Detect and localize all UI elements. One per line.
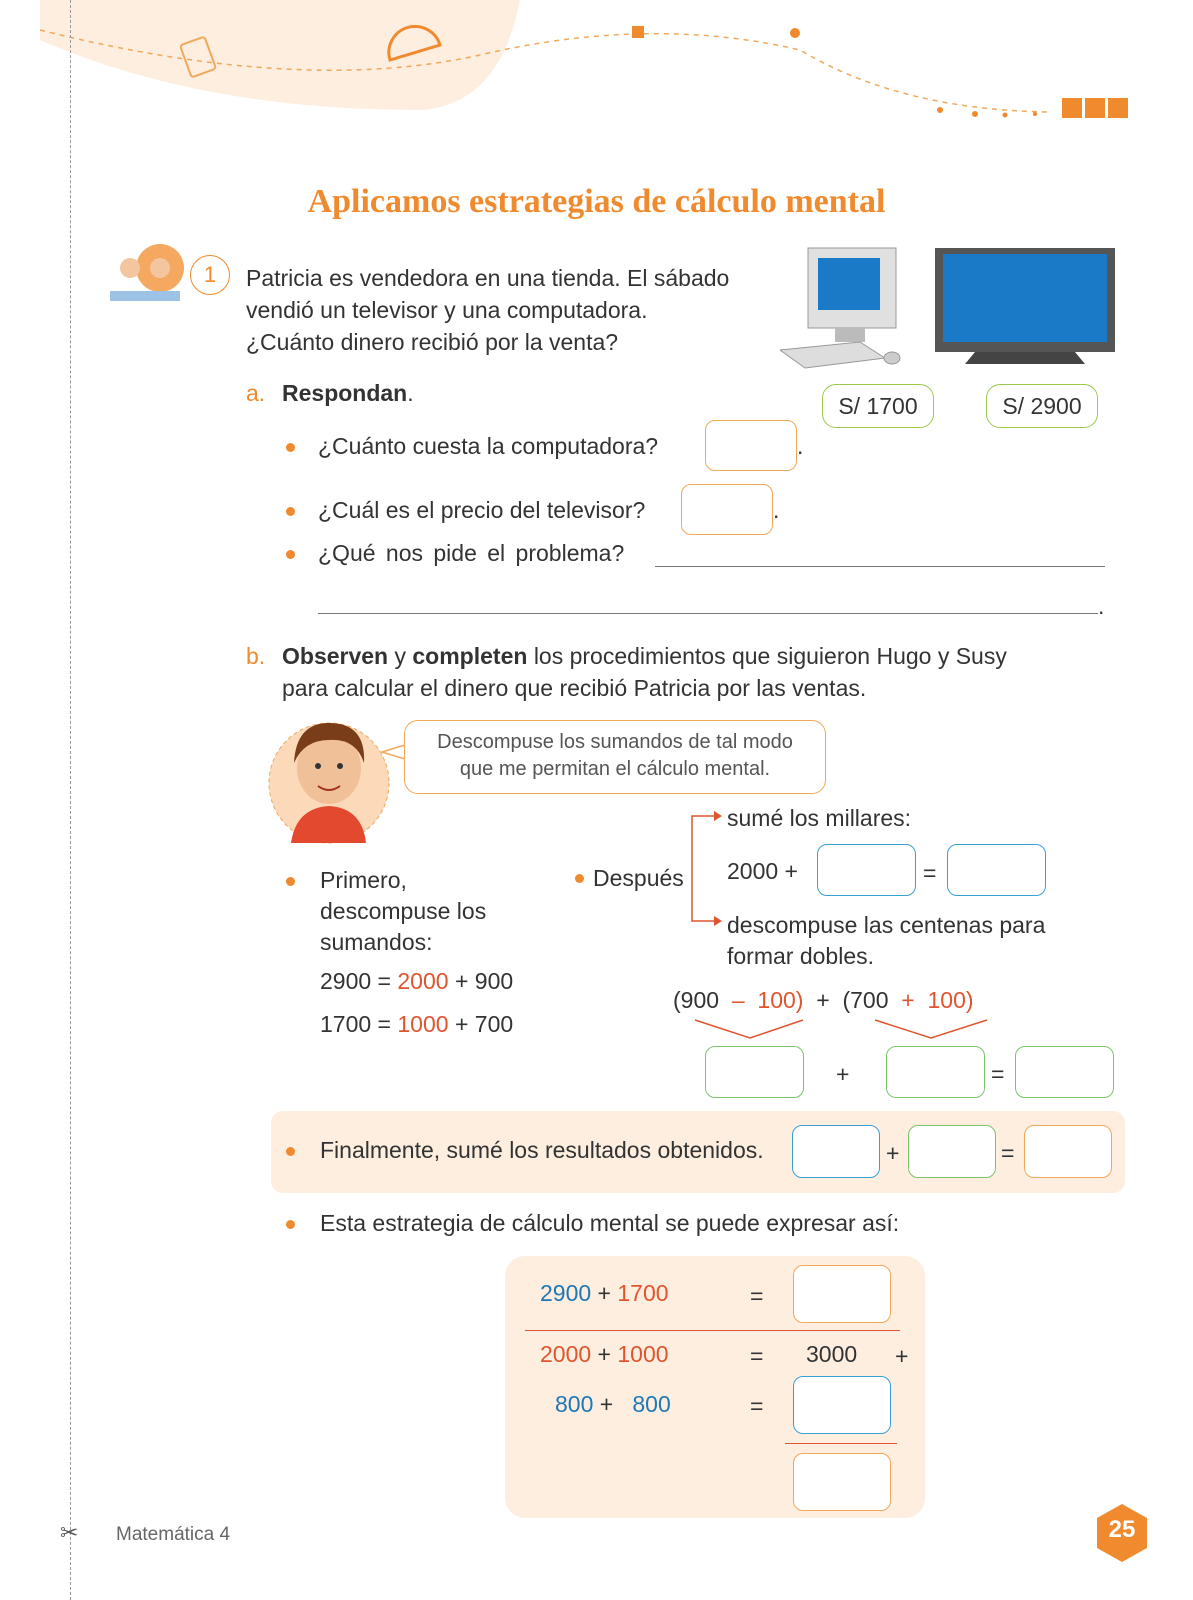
- bubble-line-2: que me permitan el cálculo mental.: [459, 758, 771, 780]
- equals-sign: =: [750, 1343, 764, 1369]
- speech-bubble: [404, 720, 826, 794]
- bullet: [286, 877, 295, 886]
- part-b-rest: los procedimientos que siguieron Hugo y Susy: [533, 643, 1007, 669]
- table-divider: [525, 1330, 900, 1331]
- sum-line: [785, 1443, 897, 1444]
- blocks-icon: [1062, 98, 1128, 118]
- part-b-letter: b.: [246, 643, 266, 669]
- answer-line-1[interactable]: [655, 566, 1105, 567]
- page-title: Aplicamos estrategias de cálculo mental: [307, 183, 886, 220]
- price-tv: S/ 2900: [986, 384, 1098, 428]
- equals-sign: =: [923, 860, 937, 886]
- doubles-expression: (900 – 100) + (700 + 100): [673, 987, 974, 1013]
- estrategia-text: Esta estrategia de cálculo mental se puede expresar así:: [320, 1210, 900, 1236]
- cut-line: [70, 0, 71, 1600]
- question-tv: ¿Cuál es el precio del televisor?: [318, 497, 646, 523]
- double-2-box[interactable]: [886, 1046, 985, 1098]
- equals-sign: =: [1001, 1140, 1015, 1166]
- answer-tv-box[interactable]: [681, 484, 773, 535]
- decomposition-1700: 1700 = 1000 + 700: [320, 1011, 514, 1037]
- question-problem: ¿Qué nos pide el problema?: [318, 540, 625, 566]
- table-row-1: 2900 + 1700: [540, 1280, 669, 1306]
- bullet: [286, 1220, 295, 1229]
- millares-eq: 2000 +: [727, 858, 798, 884]
- primero-line-1: Primero,: [320, 867, 407, 893]
- millares-result-box[interactable]: [947, 844, 1046, 896]
- part-b-line-2: para calcular el dinero que recibió Patricia por las ventas.: [282, 675, 867, 701]
- television-image: [935, 248, 1115, 373]
- grand-total-box[interactable]: [793, 1453, 891, 1511]
- primero-line-2: descompuse los: [320, 898, 487, 924]
- table-total-box[interactable]: [793, 1265, 891, 1323]
- centenas-line-1: descompuse las centenas para: [727, 912, 1046, 938]
- question-computer: ¿Cuánto cuesta la computadora?: [318, 433, 659, 459]
- problem-number: 1: [190, 255, 230, 295]
- finalmente-text: Finalmente, sumé los resultados obtenidos.: [320, 1137, 764, 1163]
- completen: completen: [412, 643, 528, 669]
- final-sum-2-box[interactable]: [908, 1125, 996, 1178]
- hundreds-result-box[interactable]: [793, 1376, 891, 1434]
- bullet: [575, 874, 584, 883]
- problem-line-3: ¿Cuánto dinero recibió por la venta?: [246, 329, 619, 355]
- double-1-box[interactable]: [705, 1046, 804, 1098]
- final-result-box[interactable]: [1024, 1125, 1112, 1178]
- part-a-letter: a.: [246, 380, 266, 406]
- period: .: [773, 497, 780, 523]
- thousands-result: 3000: [806, 1341, 858, 1367]
- part-a-period: .: [407, 380, 414, 406]
- scissors-icon: ✂: [60, 1520, 79, 1545]
- despues-label: Después: [593, 865, 684, 891]
- equals-sign: =: [750, 1393, 764, 1419]
- doubles-result-box[interactable]: [1015, 1046, 1114, 1098]
- table-row-2: 2000 + 1000: [540, 1341, 669, 1367]
- problem-line-1: Patricia es vendedora en una tienda. El sábado: [246, 265, 730, 291]
- plus-sign: +: [836, 1061, 850, 1087]
- cube-icon: [632, 26, 644, 38]
- bullet: [286, 1147, 295, 1156]
- bullet: [286, 507, 295, 516]
- period: .: [1098, 593, 1105, 619]
- millares-answer-box[interactable]: [817, 844, 916, 896]
- price-computer: S/ 1700: [822, 384, 934, 428]
- decomposition-2900: 2900 = 2000 + 900: [320, 968, 514, 994]
- millares-label: sumé los millares:: [727, 805, 912, 831]
- problem-line-2: vendió un televisor y una computadora.: [246, 297, 648, 323]
- period: .: [797, 433, 804, 459]
- final-sum-1-box[interactable]: [792, 1125, 880, 1178]
- computer-image: [780, 240, 920, 375]
- table-row-3: 800 + 800: [555, 1391, 671, 1417]
- bullet: [286, 443, 295, 452]
- plus-sign: +: [895, 1343, 909, 1369]
- and: y: [394, 643, 406, 669]
- header-decoration: [0, 0, 1193, 130]
- equals-sign: =: [991, 1061, 1005, 1087]
- group-work-icon: [105, 243, 185, 308]
- doubles-connectors: [685, 1018, 1025, 1042]
- observen: Observen: [282, 643, 389, 669]
- bracket-arrows: [684, 806, 724, 931]
- plus-sign: +: [886, 1140, 900, 1166]
- answer-computer-box[interactable]: [705, 420, 797, 471]
- centenas-line-2: formar dobles.: [727, 943, 875, 969]
- equals-sign: =: [750, 1283, 764, 1309]
- page-number: 25: [1108, 1516, 1136, 1543]
- book-title: Matemática 4: [116, 1524, 231, 1545]
- answer-line-2[interactable]: [318, 613, 1098, 614]
- primero-line-3: sumandos:: [320, 929, 433, 955]
- bullet: [286, 550, 295, 559]
- boy-avatar: [266, 708, 396, 848]
- bubble-line-1: Descompuse los sumandos de tal modo: [437, 731, 793, 753]
- part-a-label: Respondan: [282, 380, 408, 406]
